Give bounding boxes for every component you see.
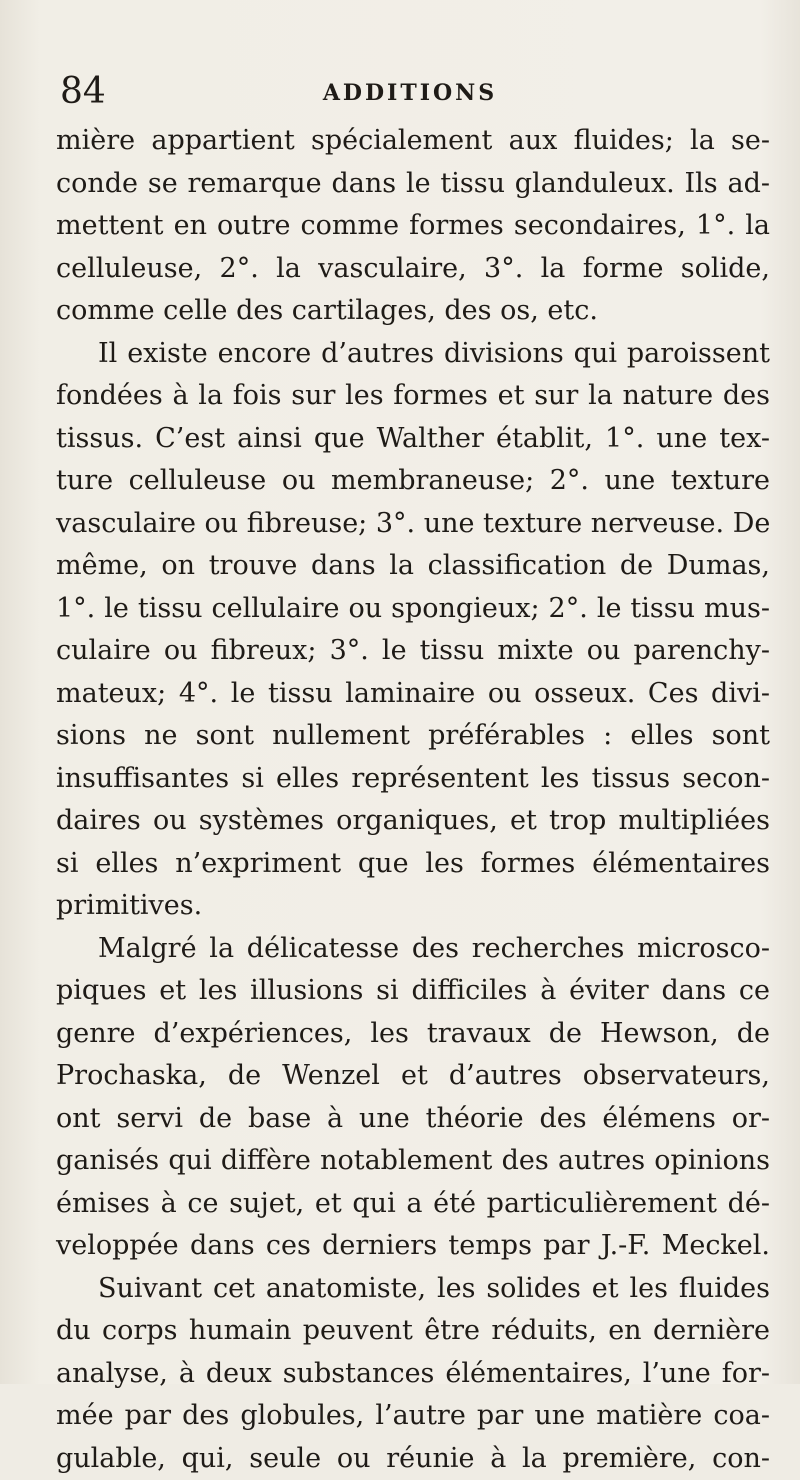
text-line: tissus. C’est ainsi que Walther établit, 1°. une tex- [56, 418, 770, 461]
text-line: si elles n’expriment que les formes élémentaires [56, 843, 770, 886]
text-line: ganisés qui diffère notablement des autres opinions [56, 1140, 770, 1183]
text-line: Prochaska, de Wenzel et d’autres observateurs, [56, 1055, 770, 1098]
text-line: daires ou systèmes organiques, et trop multipliées [56, 800, 770, 843]
text-line: conde se remarque dans le tissu glanduleux. Ils ad- [56, 163, 770, 206]
text-line: culaire ou fibreux; 3°. le tissu mixte ou parenchy- [56, 630, 770, 673]
text-line: même, on trouve dans la classification de Dumas, [56, 545, 770, 588]
text-line: gulable, qui, seule ou réunie à la première, con- [56, 1438, 770, 1480]
text-line: mière appartient spécialement aux fluides; la se- [56, 120, 770, 163]
text-line: mettent en outre comme formes secondaires, 1°. la [56, 205, 770, 248]
text-line: sions ne sont nullement préférables : elles sont [56, 715, 770, 758]
page-number: 84 [60, 72, 106, 112]
text-line: comme celle des cartilages, des os, etc. [56, 290, 770, 333]
text-line: Il existe encore d’autres divisions qui paroissent [56, 333, 770, 376]
body-text [56, 120, 770, 1480]
text-line: mateux; 4°. le tissu laminaire ou osseux. Ces divi- [56, 673, 770, 716]
text-line: primitives. [56, 885, 770, 928]
text-line: Malgré la délicatesse des recherches microsco- [56, 928, 770, 971]
text-line: 1°. le tissu cellulaire ou spongieux; 2°. le tissu mus- [56, 588, 770, 631]
text-line: du corps humain peuvent être réduits, en dernière [56, 1310, 770, 1353]
text-line: celluleuse, 2°. la vasculaire, 3°. la forme solide, [56, 248, 770, 291]
text-line: piques et les illusions si difficiles à éviter dans ce [56, 970, 770, 1013]
running-head: ADDITIONS [60, 78, 760, 108]
text-line: mée par des globules, l’autre par une matière coa- [56, 1395, 770, 1438]
text-line: ture celluleuse ou membraneuse; 2°. une texture [56, 460, 770, 503]
page-header [60, 72, 760, 112]
text-line: fondées à la fois sur les formes et sur la nature des [56, 375, 770, 418]
text-line: ont servi de base à une théorie des élémens or- [56, 1098, 770, 1141]
text-line: genre d’expériences, les travaux de Hewson, de [56, 1013, 770, 1056]
text-line: veloppée dans ces derniers temps par J.-F. Meckel. [56, 1225, 770, 1268]
text-line: analyse, à deux substances élémentaires, l’une for- [56, 1353, 770, 1396]
text-line: Suivant cet anatomiste, les solides et les fluides [56, 1268, 770, 1311]
text-line: émises à ce sujet, et qui a été particulièrement dé- [56, 1183, 770, 1226]
text-line: insuffisantes si elles représentent les tissus secon- [56, 758, 770, 801]
text-line: vasculaire ou fibreuse; 3°. une texture nerveuse. De [56, 503, 770, 546]
